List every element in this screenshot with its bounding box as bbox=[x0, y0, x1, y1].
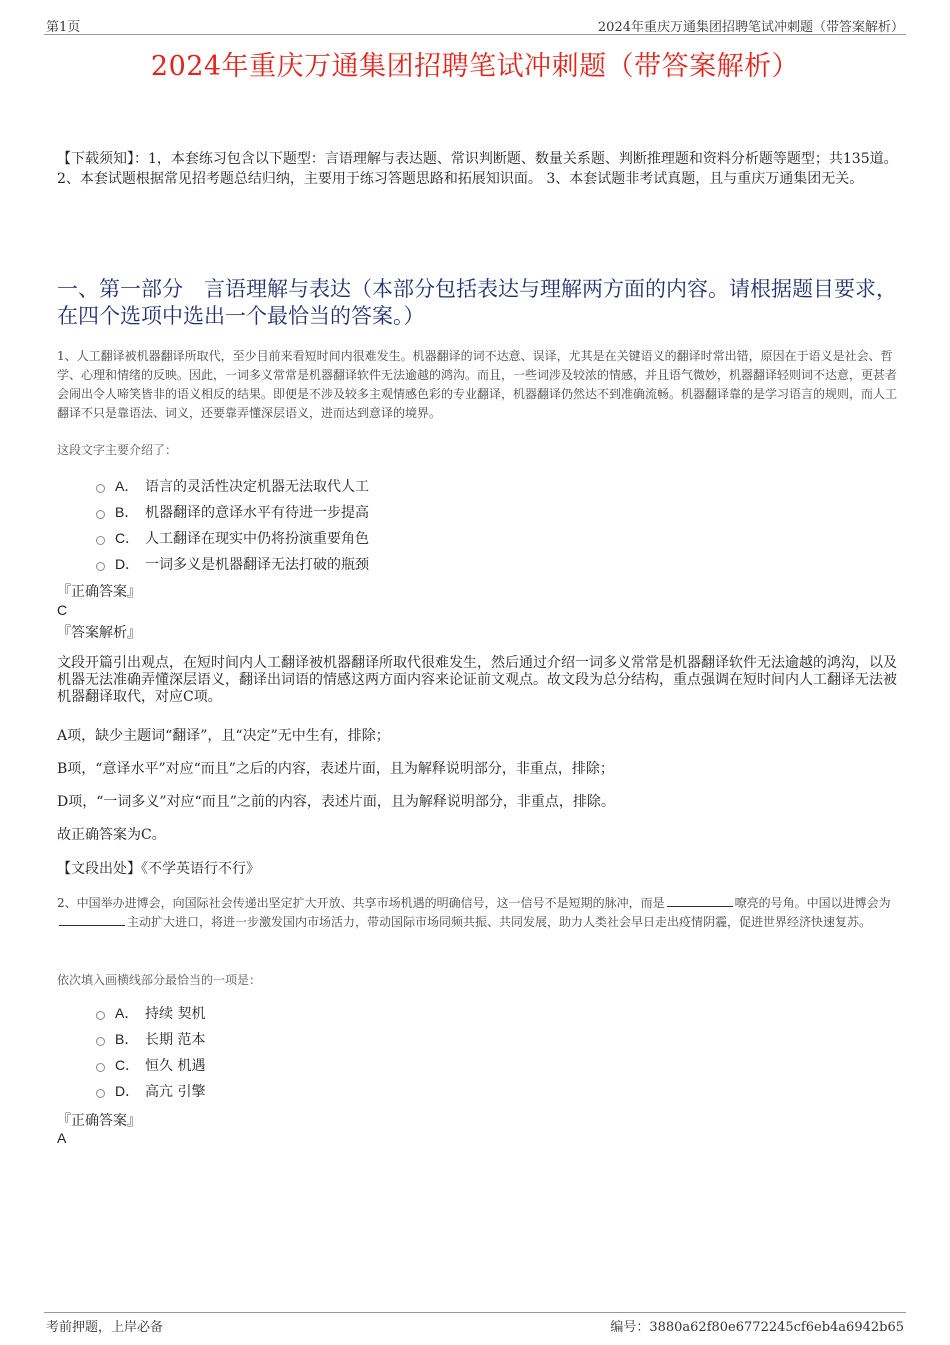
option-text: 恒久 机遇 bbox=[145, 1058, 206, 1074]
option-a[interactable]: A． 持续 契机 bbox=[96, 1000, 205, 1026]
analysis-line: A项，缺少主题词“翻译”，且“决定”无中生有，排除； bbox=[57, 728, 390, 744]
page-header bbox=[44, 14, 906, 35]
radio-icon[interactable] bbox=[96, 536, 105, 545]
footer-serial: 编号：3880a62f80e6772245cf6eb4a6942b65 bbox=[610, 1320, 904, 1335]
answer-label: 『正确答案』 bbox=[57, 584, 141, 600]
option-text: 一词多义是机器翻译无法打破的瓶颈 bbox=[145, 557, 369, 573]
footer-slogan: 考前押题，上岸必备 bbox=[46, 1320, 164, 1335]
option-text: 高亢 引擎 bbox=[145, 1084, 206, 1100]
analysis-source: 【文段出处】《不学英语行不行》 bbox=[57, 861, 260, 877]
radio-icon[interactable] bbox=[96, 1089, 105, 1098]
analysis-line: B项，“意译水平”对应“而且”之后的内容，表述片面，且为解释说明部分，非重点，排除； bbox=[57, 761, 614, 777]
page-number: 第1页 bbox=[46, 20, 81, 35]
download-notice: 【下载须知】：1，本套练习包含以下题型：言语理解与表达题、常识判断题、数量关系题、判断推理题和资料分析题等题型；共135道。 2、本套试题根据常见招考题总结归纳，主要用于练习答题思路和拓展知识面。 3、本套试题非考试真题，且与重庆万通集团无关。 bbox=[57, 151, 898, 187]
document-title: 2024年重庆万通集团招聘笔试冲刺题（带答案解析） bbox=[150, 51, 800, 82]
fill-blank-2 bbox=[59, 913, 125, 926]
question-2-prompt: 依次填入画横线部分最恰当的一项是： bbox=[57, 973, 262, 987]
option-d[interactable]: D． 高亢 引擎 bbox=[96, 1078, 205, 1104]
option-text: 长期 范本 bbox=[145, 1032, 206, 1048]
option-d[interactable]: D． 一词多义是机器翻译无法打破的瓶颈 bbox=[96, 551, 369, 577]
radio-icon[interactable] bbox=[96, 1011, 105, 1020]
analysis-line: D项，“一词多义”对应“而且”之前的内容，表述片面，且为解释说明部分，非重点，排除。 bbox=[57, 794, 615, 810]
analysis-paragraph: 文段开篇引出观点，在短时间内人工翻译被机器翻译所取代很难发生，然后通过介绍一词多义常常是机器翻译软件无法逾越的鸿沟，以及机器无法准确弄懂深层语义，翻译出词语的情感这两方面内容来论证前文观点。故文段为总分结构，重点强调在短时间内人工翻译无法被机器翻译取代，对应C项。 bbox=[57, 655, 897, 705]
analysis-conclusion: 故正确答案为C。 bbox=[57, 827, 166, 843]
answer-label: 『正确答案』 bbox=[57, 1113, 141, 1129]
option-text: 持续 契机 bbox=[145, 1006, 206, 1022]
header-doc-title: 2024年重庆万通集团招聘笔试冲刺题（带答案解析） bbox=[597, 20, 904, 35]
option-c[interactable]: C． 恒久 机遇 bbox=[96, 1052, 205, 1078]
page-footer bbox=[44, 1312, 906, 1335]
radio-icon[interactable] bbox=[96, 1063, 105, 1072]
radio-icon[interactable] bbox=[96, 510, 105, 519]
question-1-prompt: 这段文字主要介绍了： bbox=[57, 443, 178, 457]
option-b[interactable]: B． 长期 范本 bbox=[96, 1026, 205, 1052]
answer-value: C bbox=[57, 602, 68, 618]
analysis-label: 『答案解析』 bbox=[57, 625, 141, 641]
radio-icon[interactable] bbox=[96, 1037, 105, 1046]
option-text: 机器翻译的意译水平有待进一步提高 bbox=[145, 505, 369, 521]
radio-icon[interactable] bbox=[96, 562, 105, 571]
option-a[interactable]: A． 语言的灵活性决定机器无法取代人工 bbox=[96, 473, 369, 499]
radio-icon[interactable] bbox=[96, 484, 105, 493]
fill-blank-1 bbox=[667, 894, 733, 907]
option-b[interactable]: B． 机器翻译的意译水平有待进一步提高 bbox=[96, 499, 369, 525]
option-c[interactable]: C． 人工翻译在现实中仍将扮演重要角色 bbox=[96, 525, 369, 551]
question-1-options bbox=[96, 473, 369, 577]
option-text: 语言的灵活性决定机器无法取代人工 bbox=[145, 479, 369, 495]
question-1-text: 1、人工翻译被机器翻译所取代，至少目前来看短时间内很难发生。机器翻译的词不达意、误译，尤其是在关键语义的翻译时常出错，原因在于语义是社会、哲学、心理和情绪的反映。因此，一词多义常常是机器翻译软件无法逾越的鸿沟。而且，一些词涉及较浓的情感，并且语气微妙，机器翻译轻则词不达意，更甚者会闹出令人啼笑皆非的语义相反的结果。即便是不涉及较多主观情感色彩的专业翻译，机器翻译仍然达不到准确流畅。机器翻译靠的是学习语言的规则，而人工翻译不只是靠语法、词义，还要靠弄懂深层语义，进而达到意译的境界。 bbox=[57, 349, 898, 420]
option-text: 人工翻译在现实中仍将扮演重要角色 bbox=[145, 531, 369, 547]
question-2-options bbox=[96, 1000, 205, 1104]
question-2-text: 2、中国举办进博会，向国际社会传递出坚定扩大开放、共享市场机遇的明确信号，这一信号不是短期的脉冲，而是 嘹亮的号角。中国以进博会为主动扩大进口，将进一步激发国内市场活力，带动国际市场同频共振、共同发展，助力人类社会早日走出疫情阴霾，促进世界经济快速复苏。 bbox=[57, 896, 891, 929]
answer-value: A bbox=[57, 1130, 67, 1146]
section-heading: 一、第一部分 言语理解与表达（本部分包括表达与理解两方面的内容。请根据题目要求，在四个选项中选出一个最恰当的答案。） bbox=[57, 277, 897, 328]
